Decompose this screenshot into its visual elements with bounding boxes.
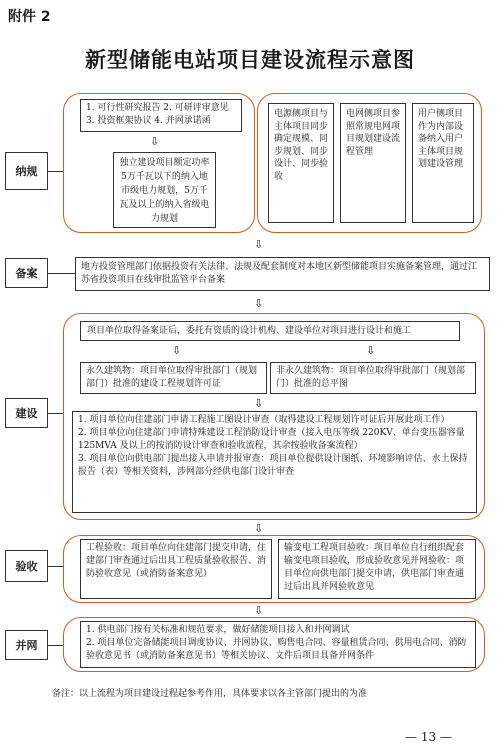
arrow-down-icon: ⇩ (172, 344, 182, 357)
stage-yanshou: 验收 (5, 550, 48, 582)
page-number: — 13 — (405, 730, 452, 744)
jianshe-items-box (72, 411, 477, 513)
arrow-down-icon: ⇩ (254, 297, 264, 310)
naguui-required-docs (80, 99, 242, 132)
naguui-power-side-col: 电源侧项目与主体项目同步确定规模、同步规划、同步设计、同步验收 (268, 103, 334, 223)
jianshe-item-3: 3. 项目单位向供电部门提出接入申请并报审查：项目单位提供设计图纸、环境影响评估、水土保持报告（表）等相关资料，涉网部分经供电部门设计审查 (78, 454, 468, 477)
connector-line (48, 273, 75, 274)
arrow-down-icon: ⇩ (254, 397, 264, 410)
footer-note: 备注：以上流程为项目建设过程起参考作用，具体要求以各主管部门提出的为准 (52, 689, 368, 699)
jianshe-permanent-box: 永久建筑物：项目单位取得审批部门（规划部门）批准的建设工程规划许可证 (80, 362, 267, 394)
page-title: 新型储能电站项目建设流程示意图 (85, 48, 415, 72)
naguui-planning-box: 独立建设项目额定功率5万千瓦以下的纳入地市级电力规划，5万千瓦及以上的纳入省级电力规划 (113, 152, 216, 228)
bingwang-item-2: 2. 项目单位完备储能项目调度协议、并网协议、购售电合同、容量租赁合同、供用电合同、消防验收意见书（或消防备案意见书）等相关协议、文件后项目具备并网条件 (86, 638, 467, 661)
connector-line (48, 645, 63, 646)
stage-naguui: 纳规 (5, 152, 48, 190)
stage-bingwang: 并网 (5, 630, 48, 660)
jianshe-non-permanent-box: 非永久建筑物：项目单位取得审批部门（规划部门）批准的总平图 (270, 362, 476, 394)
arrow-down-icon: ⇩ (254, 522, 264, 535)
connector-line (48, 171, 63, 172)
bingwang-box (80, 621, 476, 668)
yanshou-substation-box: 输变电工程项目验收：项目单位自行组织配套输变电项目验收，形成验收意见并网验收：项目单位向供电部门提交申请，供电部门审查通过后出具并网验收意见 (278, 539, 476, 599)
beian-box: 地方投资管理部门依据投资有关法律、法规及配套制度对本地区新型储能项目实施备案管理，通过江苏省投资项目在线审批监管平台备案 (75, 257, 490, 291)
stage-jianshe: 建设 (5, 398, 48, 428)
arrow-down-icon: ⇩ (254, 604, 264, 617)
jianshe-item-2: 2. 项目单位向住建部门申请特殊建设工程消防设计审查（接入电压等级 220KV、单台变压器容量 125MVA 及以上的按消防设计审查和验收流程，其余按验收备案流程） (78, 428, 465, 451)
naguui-docs-line2: 3. 投资框架协议 4. 并网承诺函 (86, 116, 211, 126)
naguui-user-side-col: 用户侧项目作为内部设备纳入用户主体项目规划建设管理 (412, 103, 474, 223)
jianshe-top-box: 项目单位取得备案证后，委托有资质的设计机构、建设单位对项目进行设计和施工 (80, 321, 460, 341)
yanshou-engineering-box: 工程验收：项目单位向住建部门提交申请，住建部门审查通过后出具工程质量验收报告、消防验收意见（或消防备案意见） (80, 539, 272, 599)
arrow-down-icon: ⇩ (150, 135, 160, 148)
jianshe-item-1: 1. 项目单位向住建部门申请工程施工图设计审查（取得建设工程规划许可证后开展此项工作） (78, 415, 450, 425)
bingwang-item-1: 1. 供电部门按有关标准和规范要求，做好储能项目接入和并网调试 (86, 625, 350, 635)
naguui-grid-side-col: 电网侧项目参照常规电网项目规划建设流程管理 (340, 103, 406, 223)
naguui-docs-line1: 1. 可行性研究报告 2. 可研评审意见 (86, 103, 229, 113)
attachment-label: 附件 2 (8, 9, 51, 25)
arrow-down-icon: ⇩ (254, 238, 264, 251)
arrow-down-icon: ⇩ (366, 344, 376, 357)
stage-beian: 备案 (5, 258, 48, 288)
connector-line (48, 413, 63, 414)
connector-line (48, 566, 63, 567)
